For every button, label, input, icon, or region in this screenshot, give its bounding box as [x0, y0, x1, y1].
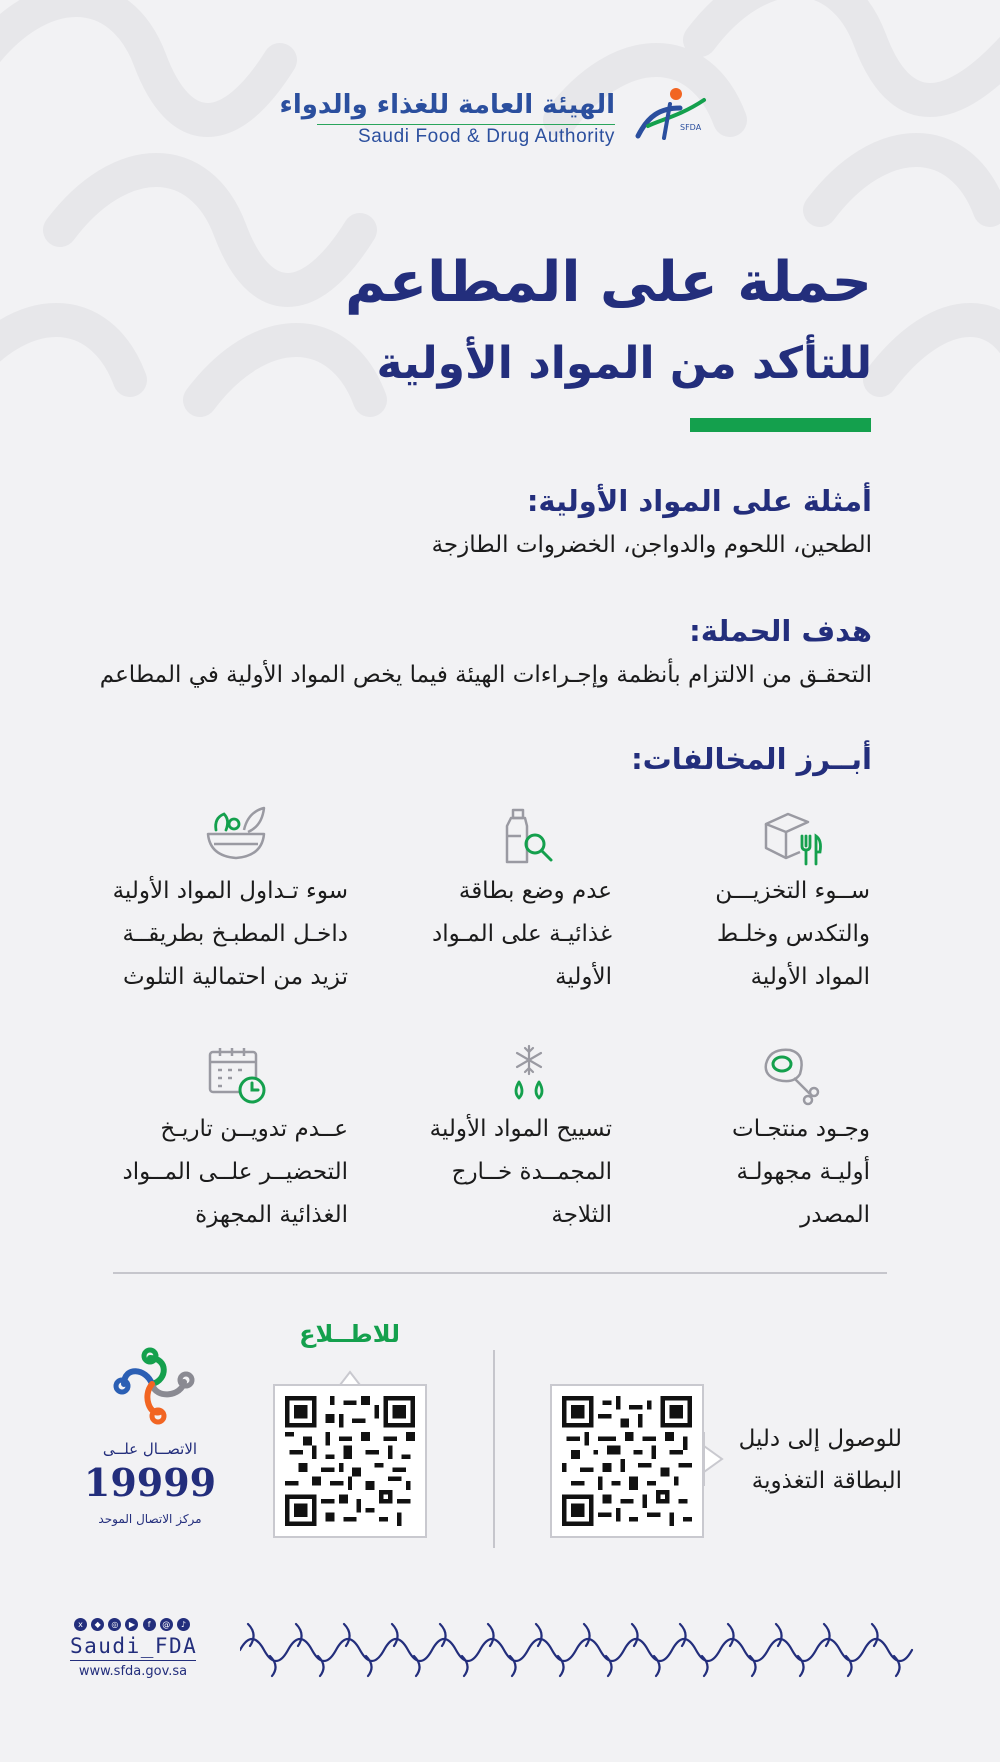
goal-text: التحقـق من الالتزام بأنظمة وإجـراءات الهيئة فيما يخص المواد الأولية في المطاعم [99, 662, 872, 688]
meat-leg-icon [760, 1044, 824, 1108]
contact-number[interactable]: 19999 [83, 1460, 217, 1505]
violations-heading: أبــرز المخالفات: [631, 742, 872, 776]
qr-description-line-2: البطاقة التغذوية [751, 1468, 902, 1494]
calendar-clock-icon [206, 1044, 270, 1108]
sfda-logo [279, 86, 710, 156]
qr-description [712, 1418, 902, 1502]
page-title: حملة على المطاعم [345, 250, 872, 315]
violation-3-line-1: سوء تـداول المواد الأولية [112, 878, 348, 904]
salad-bowl-icon [204, 800, 268, 864]
violation-3-line-2: داخـل المطبـخ بطريقــة [122, 921, 348, 947]
qr-pattern [562, 1396, 692, 1526]
examples-heading: أمثلة على المواد الأولية: [526, 484, 872, 518]
logo-divider [317, 124, 615, 125]
qr-separator [493, 1350, 495, 1548]
social-handle[interactable]: Saudi_FDA [70, 1634, 196, 1661]
violation-5-line-2: المجمــدة خــارج [451, 1159, 612, 1185]
violation-item-6 [108, 1108, 348, 1237]
violation-2-line-1: عدم وضع بطاقة [458, 878, 612, 904]
violation-item-3 [108, 870, 348, 999]
facebook-icon[interactable]: f [143, 1618, 156, 1631]
instagram-icon[interactable]: ◎ [108, 1618, 121, 1631]
qr-pointer-right [704, 1432, 726, 1486]
violation-6-line-3: الغذائية المجهزة [195, 1202, 348, 1228]
page-subtitle: للتأكد من المواد الأولية [376, 338, 872, 389]
sfda-mark-icon [630, 86, 710, 146]
section-divider [113, 1272, 887, 1274]
snapchat-icon[interactable]: ◆ [91, 1618, 104, 1631]
box-cutlery-icon [760, 806, 824, 870]
violation-1-line-3: المواد الأولية [750, 964, 870, 990]
violation-1-line-1: ســوء التخزيـــن [715, 878, 870, 904]
violation-6-line-1: عــدم تدويــن تاريـخ [160, 1116, 348, 1142]
violation-4-line-1: وجـود منتجـات [732, 1116, 870, 1142]
qr-code-nutrition-guide[interactable] [550, 1384, 704, 1538]
violation-2-line-3: الأولية [555, 964, 612, 990]
violation-item-4 [630, 1108, 870, 1237]
logo-mark-text: SFDA [680, 123, 702, 132]
decorative-wave-pattern [240, 1618, 930, 1680]
logo-english-name: Saudi Food & Drug Authority [357, 126, 615, 147]
contact-center-logo-icon [112, 1344, 198, 1430]
violation-item-1 [630, 870, 870, 999]
violation-item-5 [372, 1108, 612, 1237]
website-link[interactable]: www.sfda.gov.sa [78, 1664, 188, 1679]
violation-2-line-2: غذائيـة على المـواد [432, 921, 612, 947]
violation-5-line-1: تسييح المواد الأولية [429, 1116, 612, 1142]
qr-description-line-1: للوصول إلى دليل [738, 1426, 902, 1452]
x-icon[interactable]: x [74, 1618, 87, 1631]
youtube-icon[interactable]: ▶ [125, 1618, 138, 1631]
qr-pointer-up [328, 1362, 372, 1386]
examples-text: الطحين، اللحوم والدواجن، الخضروات الطازجة [431, 532, 872, 558]
qr-caption: للاطــلاع [299, 1320, 400, 1348]
threads-icon[interactable]: @ [160, 1618, 173, 1631]
logo-arabic-name: الهيئة العامة للغذاء والدواء [279, 90, 615, 120]
contact-label: الاتصــال علــى [102, 1440, 198, 1458]
contact-subtitle: مركز الاتصال الموحد [98, 1512, 202, 1526]
violation-5-line-3: الثلاجة [551, 1202, 612, 1228]
violation-4-line-3: المصدر [800, 1202, 870, 1228]
qr-code-info[interactable] [273, 1384, 427, 1538]
violation-1-line-2: والتكدس وخلـط [716, 921, 870, 947]
violation-6-line-2: التحضيــر علــى المــواد [122, 1159, 348, 1185]
goal-heading: هدف الحملة: [689, 614, 872, 648]
tiktok-icon[interactable]: ♪ [177, 1618, 190, 1631]
social-icons-row [74, 1618, 190, 1632]
qr-pattern [285, 1396, 415, 1526]
snowflake-drops-icon [497, 1044, 561, 1108]
violation-3-line-3: تزيد من احتمالية التلوث [123, 964, 348, 990]
violation-4-line-2: أوليـة مجهولـة [736, 1159, 870, 1185]
violation-item-2 [372, 870, 612, 999]
title-accent-bar [690, 418, 871, 432]
bottle-search-icon [497, 806, 561, 870]
